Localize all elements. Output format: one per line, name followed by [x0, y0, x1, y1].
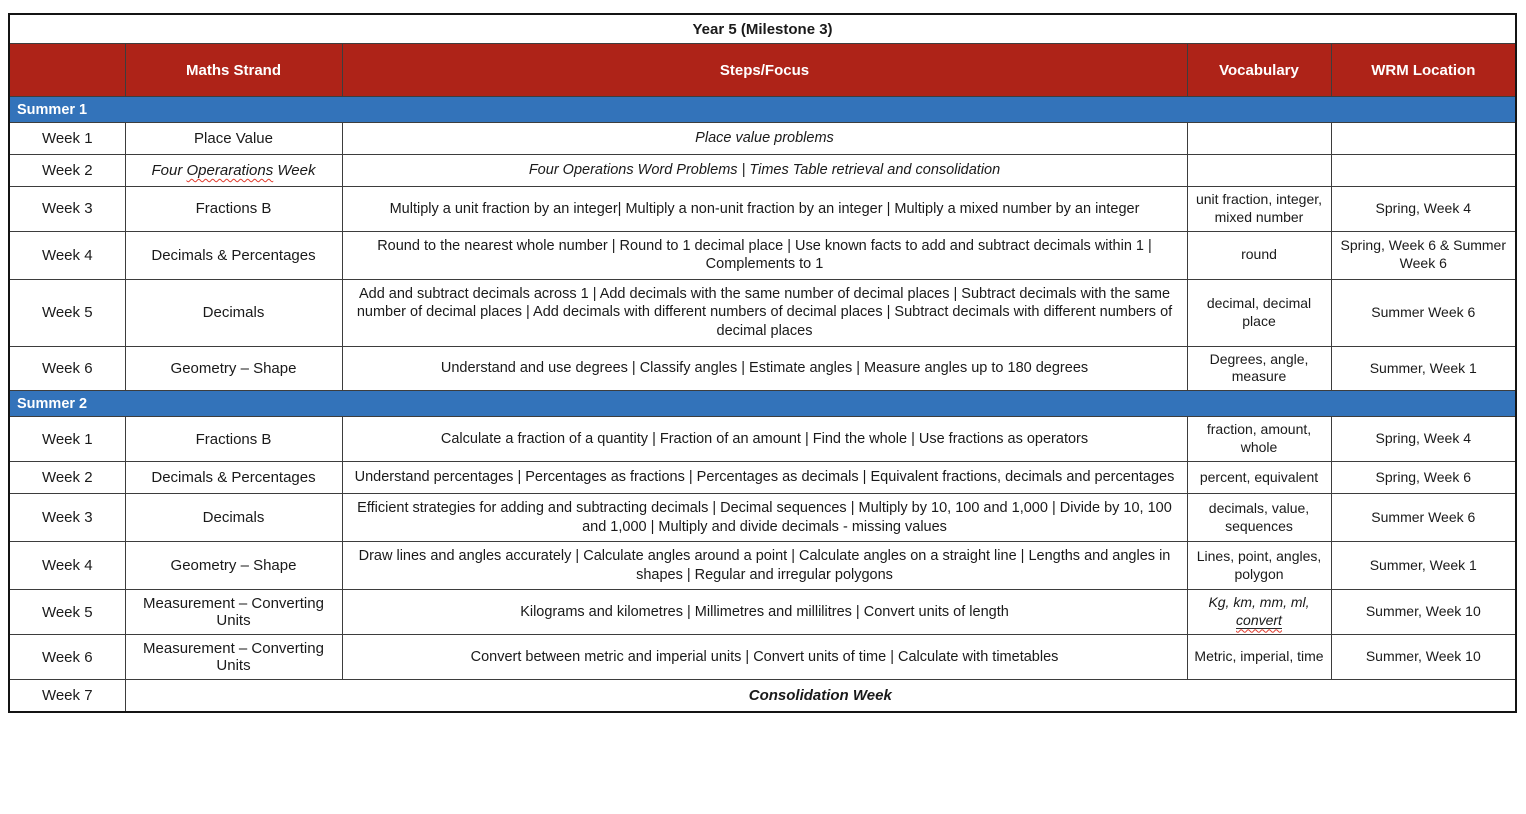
- maths-strand-cell: Place Value: [125, 123, 342, 155]
- wrm-location-cell: Summer, Week 10: [1331, 590, 1516, 635]
- steps-focus-cell: Place value problems: [342, 123, 1187, 155]
- steps-focus-cell: Add and subtract decimals across 1 | Add decimals with the same number of decimal places | Subtract decimals with the same number of decimal places | Add decimals with different numbers of decimal places | Subtract decimals with different numbers of decimal places: [342, 279, 1187, 346]
- week-cell: Week 1: [9, 417, 125, 462]
- column-header-maths-strand: Maths Strand: [125, 44, 342, 97]
- vocabulary-cell: [1187, 155, 1331, 187]
- table-row: [9, 680, 1516, 713]
- maths-strand-cell: [125, 155, 342, 187]
- wrm-location-cell: Spring, Week 4: [1331, 417, 1516, 462]
- week-cell: Week 4: [9, 542, 125, 590]
- column-header-vocabulary: Vocabulary: [1187, 44, 1331, 97]
- misspelled-word: convert: [1236, 612, 1282, 629]
- vocabulary-cell: percent, equivalent: [1187, 462, 1331, 494]
- table-row: [9, 155, 1516, 187]
- maths-strand-cell: Fractions B: [125, 417, 342, 462]
- steps-focus-cell: Efficient strategies for adding and subtracting decimals | Decimal sequences | Multiply by 10, 100 and 1,000 | Divide by 10, 100 and 1,000 | Multiply and divide decimals - missing values: [342, 494, 1187, 542]
- steps-focus-cell: Understand percentages | Percentages as fractions | Percentages as decimals | Equivalent fractions, decimals and percentages: [342, 462, 1187, 494]
- week-cell: Week 2: [9, 462, 125, 494]
- table-row: [9, 462, 1516, 494]
- steps-focus-cell: Understand and use degrees | Classify angles | Estimate angles | Measure angles up to 180 degrees: [342, 346, 1187, 391]
- wrm-location-cell: Spring, Week 6: [1331, 462, 1516, 494]
- vocabulary-cell: Degrees, angle, measure: [1187, 346, 1331, 391]
- steps-focus-cell: Convert between metric and imperial units | Convert units of time | Calculate with timetables: [342, 635, 1187, 680]
- vocabulary-cell: unit fraction, integer, mixed number: [1187, 187, 1331, 232]
- week-cell: Week 5: [9, 590, 125, 635]
- maths-strand-cell: Decimals & Percentages: [125, 462, 342, 494]
- week-cell: Week 5: [9, 279, 125, 346]
- week-cell: Week 2: [9, 155, 125, 187]
- page-title: Year 5 (Milestone 3): [9, 14, 1516, 44]
- steps-focus-cell: Four Operations Word Problems | Times Table retrieval and consolidation: [342, 155, 1187, 187]
- text-fragment: Week: [273, 162, 316, 179]
- week-cell: Week 3: [9, 494, 125, 542]
- maths-strand-cell: Decimals & Percentages: [125, 231, 342, 279]
- wrm-location-cell: Summer Week 6: [1331, 494, 1516, 542]
- week-cell: Week 6: [9, 635, 125, 680]
- vocabulary-cell: Lines, point, angles, polygon: [1187, 542, 1331, 590]
- week-cell: Week 7: [9, 680, 125, 713]
- title-row: [9, 14, 1516, 44]
- section-row: [9, 97, 1516, 123]
- table-row: [9, 279, 1516, 346]
- wrm-location-cell: Spring, Week 6 & Summer Week 6: [1331, 231, 1516, 279]
- table-row: [9, 590, 1516, 635]
- table-row: [9, 231, 1516, 279]
- wrm-location-cell: Summer, Week 1: [1331, 346, 1516, 391]
- wrm-location-cell: Summer, Week 10: [1331, 635, 1516, 680]
- consolidation-week-cell: Consolidation Week: [125, 680, 1516, 713]
- steps-focus-cell: Calculate a fraction of a quantity | Fraction of an amount | Find the whole | Use fractions as operators: [342, 417, 1187, 462]
- vocabulary-cell: fraction, amount, whole: [1187, 417, 1331, 462]
- table-row: [9, 346, 1516, 391]
- column-header-row: [9, 44, 1516, 97]
- maths-strand-cell: Geometry – Shape: [125, 346, 342, 391]
- maths-strand-cell: Decimals: [125, 494, 342, 542]
- text-fragment: Four: [151, 162, 187, 179]
- table-row: [9, 494, 1516, 542]
- wrm-location-cell: Summer Week 6: [1331, 279, 1516, 346]
- maths-strand-cell: Measurement – Converting Units: [125, 590, 342, 635]
- steps-focus-cell: Draw lines and angles accurately | Calculate angles around a point | Calculate angles on a straight line | Lengths and angles in shapes | Regular and irregular polygons: [342, 542, 1187, 590]
- maths-strand-cell: Geometry – Shape: [125, 542, 342, 590]
- section-header-summer-1: Summer 1: [9, 97, 1516, 123]
- column-header-steps-focus: Steps/Focus: [342, 44, 1187, 97]
- wrm-location-cell: [1331, 155, 1516, 187]
- table-row: [9, 123, 1516, 155]
- week-cell: Week 3: [9, 187, 125, 232]
- column-header-wrm-location: WRM Location: [1331, 44, 1516, 97]
- section-row: [9, 391, 1516, 417]
- steps-focus-cell: Multiply a unit fraction by an integer| Multiply a non-unit fraction by an integer | Multiply a mixed number by an integer: [342, 187, 1187, 232]
- week-cell: Week 1: [9, 123, 125, 155]
- table-row: [9, 187, 1516, 232]
- vocabulary-cell: [1187, 123, 1331, 155]
- steps-focus-cell: Round to the nearest whole number | Round to 1 decimal place | Use known facts to add and subtract decimals within 1 | Complements to 1: [342, 231, 1187, 279]
- vocabulary-cell: round: [1187, 231, 1331, 279]
- vocabulary-cell: decimal, decimal place: [1187, 279, 1331, 346]
- misspelled-word: Operarations: [186, 162, 274, 179]
- wrm-location-cell: Spring, Week 4: [1331, 187, 1516, 232]
- vocabulary-cell: Metric, imperial, time: [1187, 635, 1331, 680]
- steps-focus-cell: Kilograms and kilometres | Millimetres and millilitres | Convert units of length: [342, 590, 1187, 635]
- text-fragment: Kg, km, mm, ml,: [1208, 594, 1310, 611]
- table-row: [9, 417, 1516, 462]
- column-header-week: [9, 44, 125, 97]
- wrm-location-cell: Summer, Week 1: [1331, 542, 1516, 590]
- week-cell: Week 4: [9, 231, 125, 279]
- maths-strand-cell: Decimals: [125, 279, 342, 346]
- wrm-location-cell: [1331, 123, 1516, 155]
- vocabulary-cell: [1187, 590, 1331, 635]
- section-header-summer-2: Summer 2: [9, 391, 1516, 417]
- curriculum-table: [8, 13, 1517, 713]
- vocabulary-cell: decimals, value, sequences: [1187, 494, 1331, 542]
- maths-strand-cell: Measurement – Converting Units: [125, 635, 342, 680]
- table-row: [9, 542, 1516, 590]
- week-cell: Week 6: [9, 346, 125, 391]
- maths-strand-cell: Fractions B: [125, 187, 342, 232]
- curriculum-sheet: [8, 13, 1515, 713]
- table-row: [9, 635, 1516, 680]
